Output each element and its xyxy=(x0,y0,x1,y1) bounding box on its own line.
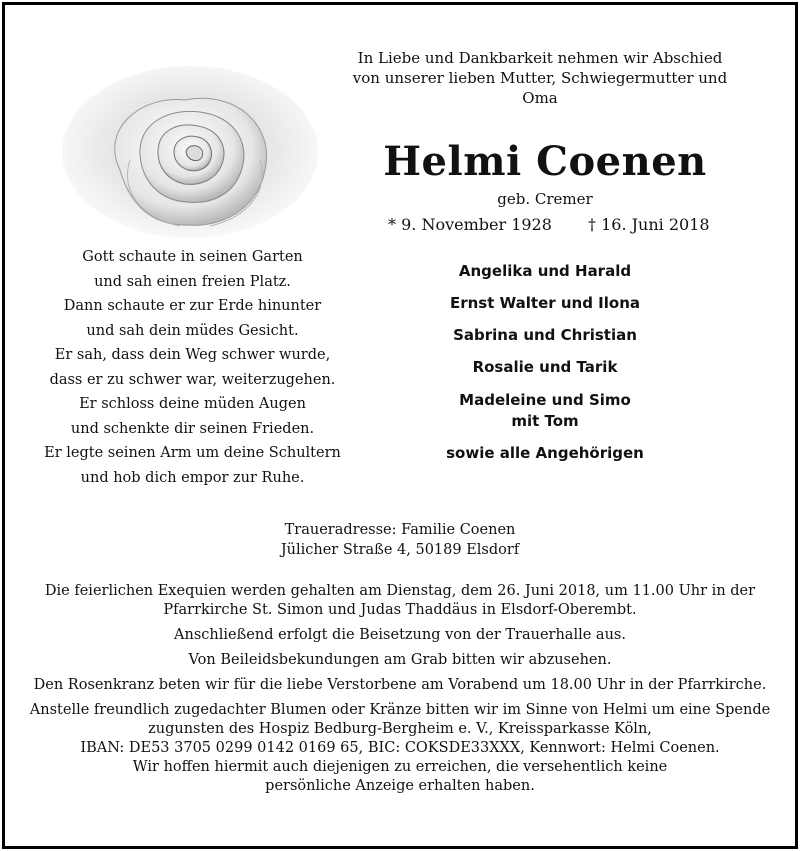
family-member: Ernst Walter und Ilona xyxy=(449,294,641,312)
poem xyxy=(40,245,345,490)
poem-line: und sah dein müdes Gesicht. xyxy=(86,322,299,339)
birth-name: geb. Cremer xyxy=(497,190,593,208)
intro-line: Oma xyxy=(522,89,558,107)
rose-image xyxy=(60,60,320,240)
death-date: † 16. Juni 2018 xyxy=(588,215,710,234)
info-line: zugunsten des Hospiz Bedburg-Bergheim e. V., Kreissparkasse Köln, xyxy=(148,721,652,737)
family-member: Sabrina und Christian xyxy=(453,326,637,344)
family-member: Madeleine und Simo xyxy=(459,391,631,409)
address-line: Jülicher Straße 4, 50189 Elsdorf xyxy=(280,542,520,558)
intro-line: In Liebe und Dankbarkeit nehmen wir Abschied xyxy=(357,49,723,67)
info-line: persönliche Anzeige erhalten haben. xyxy=(265,778,535,794)
info-line: Anstelle freundlich zugedachter Blumen oder Kränze bitten wir im Sinne von Helmi um eine Spende xyxy=(29,702,771,718)
service-info xyxy=(20,582,780,796)
poem-line: und schenkte dir seinen Frieden. xyxy=(70,420,315,437)
poem-line: und sah einen freien Platz. xyxy=(94,273,291,290)
info-line: Anschließend erfolgt die Beisetzung von der Trauerhalle aus. xyxy=(174,627,626,643)
family-member: mit Tom xyxy=(511,412,579,430)
poem-line: dass er zu schwer war, weiterzugehen. xyxy=(49,371,336,388)
birth-date: * 9. November 1928 xyxy=(388,215,552,234)
intro-text xyxy=(340,48,740,108)
family-member: sowie alle Angehörigen xyxy=(446,444,644,462)
info-line: Die feierlichen Exequien werden gehalten am Dienstag, dem 26. Juni 2018, um 11.00 Uhr in der xyxy=(44,583,756,599)
info-line: IBAN: DE53 3705 0299 0142 0169 65, BIC: COKSDE33XXX, Kennwort: Helmi Coenen. xyxy=(80,740,720,756)
deceased-name: Helmi Coenen xyxy=(383,138,707,185)
poem-line: Er sah, dass dein Weg schwer wurde, xyxy=(54,347,331,363)
intro-line: von unserer lieben Mutter, Schwiegermutter und xyxy=(352,69,728,87)
poem-line: und hob dich empor zur Ruhe. xyxy=(80,469,305,486)
family-member: Angelika und Harald xyxy=(458,262,632,280)
poem-line: Er legte seinen Arm um deine Schultern xyxy=(44,445,341,461)
poem-line: Dann schaute er zur Erde hinunter xyxy=(63,298,322,314)
info-line: Wir hoffen hiermit auch diejenigen zu erreichen, die versehentlich keine xyxy=(132,759,668,775)
address-line: Traueradresse: Familie Coenen xyxy=(284,522,516,538)
info-line: Pfarrkirche St. Simon und Judas Thaddäus in Elsdorf-Oberembt. xyxy=(163,602,637,618)
poem-line: Gott schaute in seinen Garten xyxy=(82,249,303,265)
info-line: Von Beileidsbekundungen am Grab bitten wir abzusehen. xyxy=(188,652,612,668)
poem-line: Er schloss deine müden Augen xyxy=(79,396,306,412)
mourning-address xyxy=(200,520,600,560)
family-member: Rosalie und Tarik xyxy=(472,358,618,376)
info-line: Den Rosenkranz beten wir für die liebe Verstorbene am Vorabend um 18.00 Uhr in der Pfarrkirche. xyxy=(33,677,767,693)
